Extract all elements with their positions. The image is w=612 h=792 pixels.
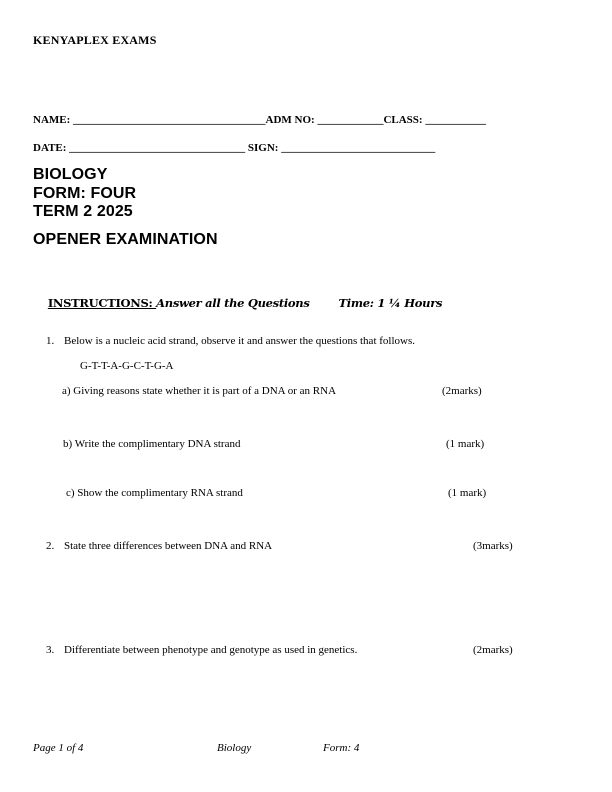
question-1c-marks: (1 mark)	[448, 487, 487, 499]
subject-title: BIOLOGY	[33, 166, 108, 183]
page-number: Page 1 of 4	[33, 741, 84, 754]
footer-subject: Biology	[217, 741, 252, 754]
question-1-text: Below is a nucleic acid strand, observe it and answer the questions that follows.	[64, 334, 415, 347]
question-1a-label: a) Giving reasons state whether it is part of a DNA or an RNA	[62, 384, 337, 397]
term-title: TERM 2 2025	[33, 203, 133, 220]
question-2-text: State three differences between DNA and RNA	[64, 539, 273, 552]
question-1b-label: b) Write the complimentary DNA strand	[63, 437, 241, 450]
question-3-text: Differentiate between phenotype and genotype as used in genetics.	[64, 643, 358, 656]
question-3-number: 3.	[46, 643, 55, 656]
question-1c-label: c) Show the complimentary RNA strand	[66, 487, 243, 499]
footer-form: Form: 4	[323, 741, 360, 754]
name-adm-class-line: NAME: ___________________________________ADM NO: ____________CLASS: ___________	[33, 113, 486, 126]
exam-board-title: KENYAPLEX EXAMS	[33, 33, 157, 47]
dna-strand: G-T-T-A-G-C-T-G-A	[80, 359, 174, 372]
exam-type-title: OPENER EXAMINATION	[33, 230, 218, 248]
date-sign-line: DATE: ________________________________ SIGN: ____________________________	[33, 141, 436, 154]
question-2-number: 2.	[46, 539, 55, 552]
time-allocation: Time: 1 ¼ Hours	[338, 296, 443, 310]
question-1-number: 1.	[46, 334, 55, 347]
question-3-marks: (2marks)	[473, 643, 513, 656]
instructions-label: INSTRUCTIONS:	[47, 296, 157, 310]
question-2-marks: (3marks)	[473, 539, 513, 552]
instructions-text: Answer all the Questions	[156, 296, 310, 310]
question-1a-marks: (2marks)	[442, 384, 482, 397]
form-title: FORM: FOUR	[33, 184, 137, 202]
instructions-line	[33, 282, 442, 324]
question-1b-marks: (1 mark)	[446, 437, 485, 450]
